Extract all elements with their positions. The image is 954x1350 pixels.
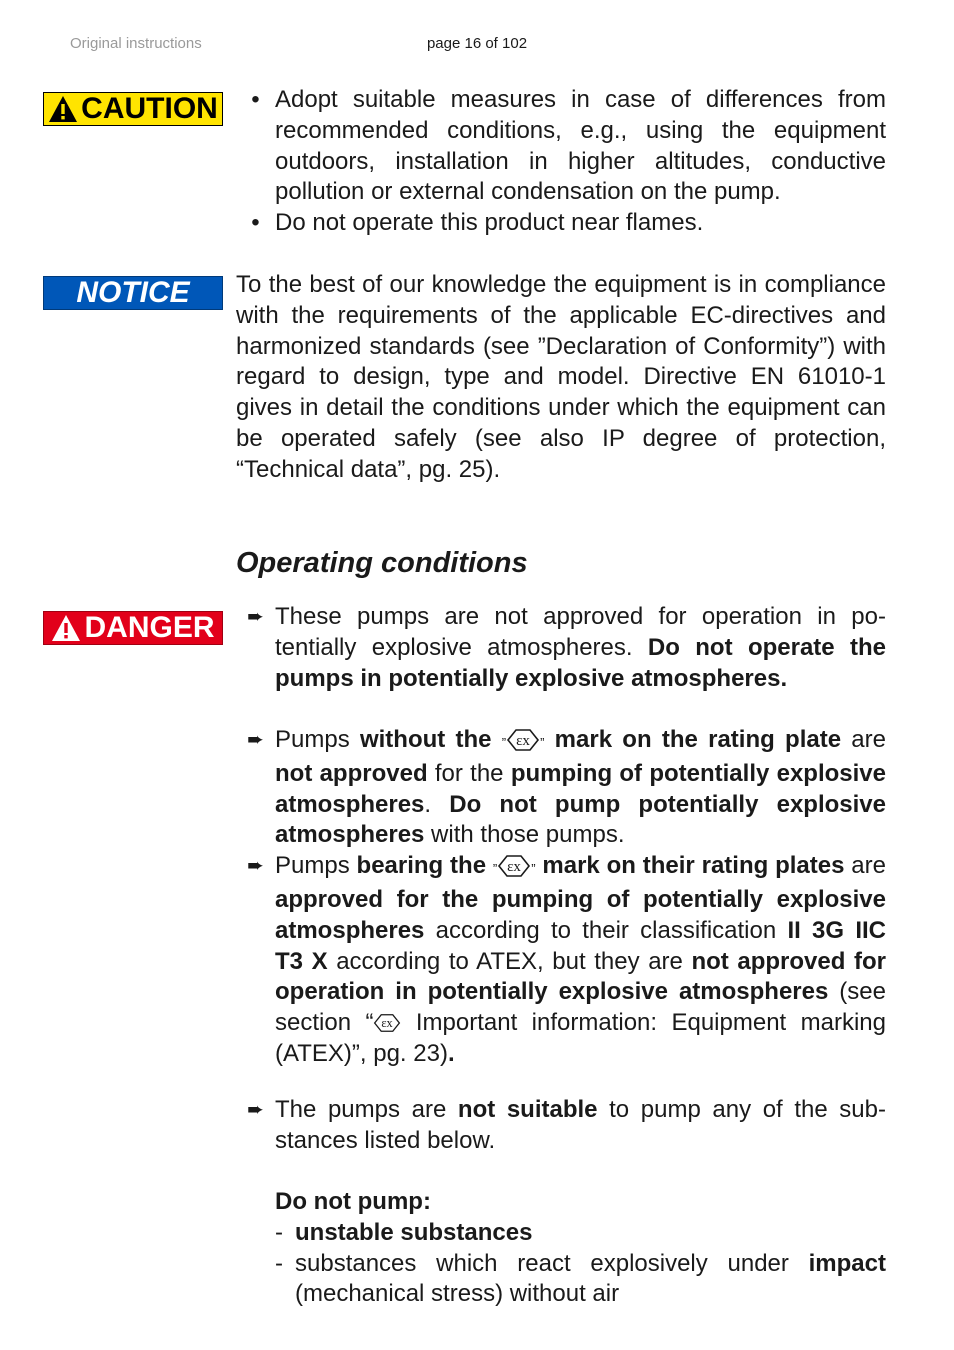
dash-icon: -: [275, 1218, 283, 1246]
header-document-type: Original instructions: [70, 35, 202, 52]
dash-icon: -: [275, 1249, 283, 1277]
do-not-pump-block: [275, 1187, 886, 1310]
svg-text:εx: εx: [516, 733, 530, 749]
bullet-icon: •: [251, 86, 260, 113]
caution-bullet-text: Adopt suitable measures in case of differences from recommended conditions, e.g., using the equipment outdoors, installation in higher altitudes, conductive pollution or external condensation on the pump.: [275, 86, 886, 206]
do-not-pump-title: Do not pump:: [275, 1188, 431, 1215]
caution-list: [236, 85, 886, 239]
ex-mark-icon: [506, 728, 540, 752]
list-item: ➨ Pumps bearing the ” εx ” mark on their rating plates are approved for the pumping of potentially explosive atmospheres according to their classification II 3G IIC T3 X according to ATEX, but they are not approved for operation in potentially explosive atmospheres (see section “ εx Important information: Equipment marking (ATEX)”, pg. 23).: [236, 851, 886, 1070]
operating-item-1: [236, 602, 886, 694]
list-item: ➨ These pumps are not approved for operation in potentially explosive atmospheres. Do not operate the pumps in potentially explosive atmospheres.: [236, 602, 886, 694]
svg-text:εx: εx: [507, 859, 522, 876]
list-item: - substances which react explosively under impact (mechanical stress) without air: [275, 1249, 886, 1311]
caution-label: CAUTION: [81, 92, 218, 125]
arrow-icon: ➨: [247, 729, 264, 751]
list-item: - unstable substances: [275, 1218, 886, 1249]
list-item: ➨ Pumps without the ” εx ” mark on the rating plate are not approved for the pumping of potentially explosive atmospheres. Do not pump potentially explosive atmospheres with those pumps.: [236, 725, 886, 851]
ex-mark-icon: [497, 854, 531, 878]
svg-text:εx: εx: [381, 1016, 394, 1031]
list-item: [236, 85, 886, 208]
warning-triangle-icon: [51, 614, 81, 642]
ex-mark-icon: [373, 1011, 401, 1035]
caution-badge: [43, 92, 223, 126]
arrow-icon: ➨: [247, 606, 264, 628]
danger-badge: [43, 611, 223, 645]
arrow-icon: ➨: [247, 855, 264, 878]
list-item: ➨ The pumps are not suitable to pump any of the substances listed below.: [236, 1095, 886, 1157]
operating-item-4: [236, 1095, 886, 1157]
notice-label: NOTICE: [76, 276, 190, 309]
list-item: [236, 208, 886, 239]
header-page-number: page 16 of 102: [426, 35, 528, 52]
section-heading: Operating conditions: [236, 547, 528, 579]
notice-badge: [43, 276, 223, 310]
warning-triangle-icon: [48, 95, 78, 123]
bullet-icon: •: [251, 209, 260, 237]
danger-label: DANGER: [84, 611, 215, 644]
notice-paragraph: To the best of our knowledge the equipment is in compliance with the requirements of the applicable EC-directives and harmonized standards (see ”Declaration of Conformity”) with regard to design, type and model. Directive EN 61010-1 gives in detail the conditions under which the equipment can be operated safely (see also IP degree of protection, “Technical data”, pg. 25).: [236, 271, 886, 483]
arrow-icon: ➨: [247, 1099, 264, 1121]
caution-bullet-text: Do not operate this product near flames.: [275, 209, 704, 237]
operating-item-2: [236, 725, 886, 1070]
